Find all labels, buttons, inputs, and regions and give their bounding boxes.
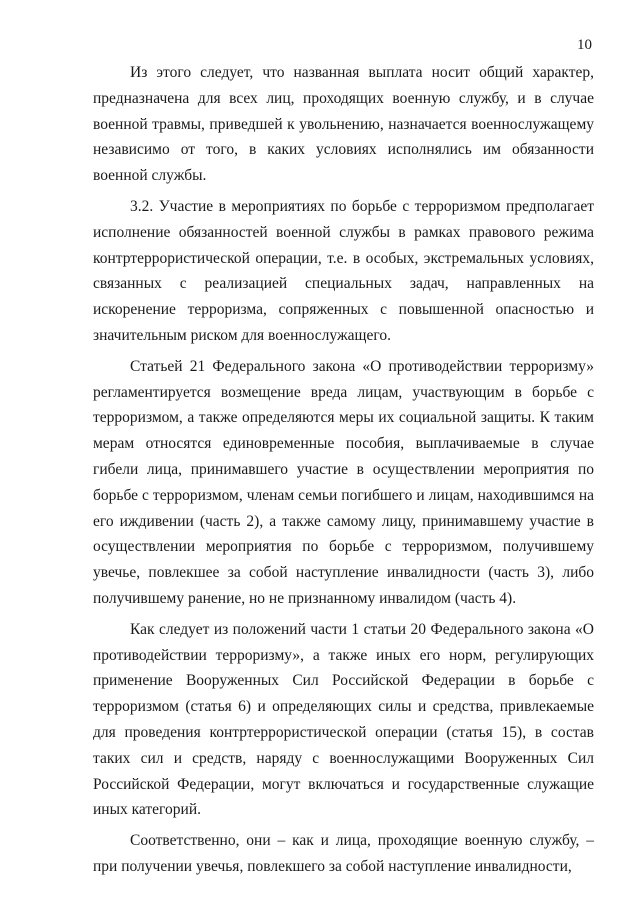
paragraph: 3.2. Участие в мероприятиях по борьбе с терроризмом предполагает исполнение обязанностей военной службы в рамках правового режима контртеррористической операции, т.е. в особых, экстремальных условиях, связанных с реализацией специальных задач, направленных на искоренение терроризма, сопряженных с повышенной опасностью и значительным риском для военнослужащего. <box>93 197 594 344</box>
page-number: 10 <box>577 37 592 53</box>
paragraph: Статьей 21 Федерального закона «О противодействии терроризму» регламентируется возмещение вреда лицам, участвующим в борьбе с терроризмом, а также определяются меры их социальной защиты. К таким мерам относятся единовременные пособия, выплачиваемые в случае гибели лица, принимавшего участие в осуществлении мероприятия по борьбе с терроризмом, членам семьи погибшего и лицам, находившимся на его иждивении (часть 2), а также самому лицу, принимавшему участие в осуществлении мероприятия по борьбе с терроризмом, получившему увечье, повлекшее за собой наступление инвалидности (часть 3), либо получившему ранение, но не признанному инвалидом (часть 4). <box>93 357 594 607</box>
paragraph: Как следует из положений части 1 статьи 20 Федерального закона «О противодействии терроризму», а также иных его норм, регулирующих применение Вооруженных Сил Российской Федерации в борьбе с терроризмом (статья 6) и определяющих силы и средства, привлекаемые для проведения контртеррористической операции (статья 15), в состав таких сил и средств, наряду с военнослужащими Вооруженных Сил Российской Федерации, могут включаться и государственные служащие иных категорий. <box>93 620 594 819</box>
paragraph: Соответственно, они – как и лица, проходящие военную службу, – при получении увечья, повлекшего за собой наступление инвалидности, <box>93 832 594 875</box>
paragraph: Из этого следует, что названная выплата носит общий характер, предназначена для всех лиц, проходящих военную службу, и в случае военной травмы, приведшей к увольнению, назначается военнослужащему независимо от того, в каких условиях исполнялись им обязанности военной службы. <box>93 64 594 185</box>
document-body <box>93 60 594 880</box>
